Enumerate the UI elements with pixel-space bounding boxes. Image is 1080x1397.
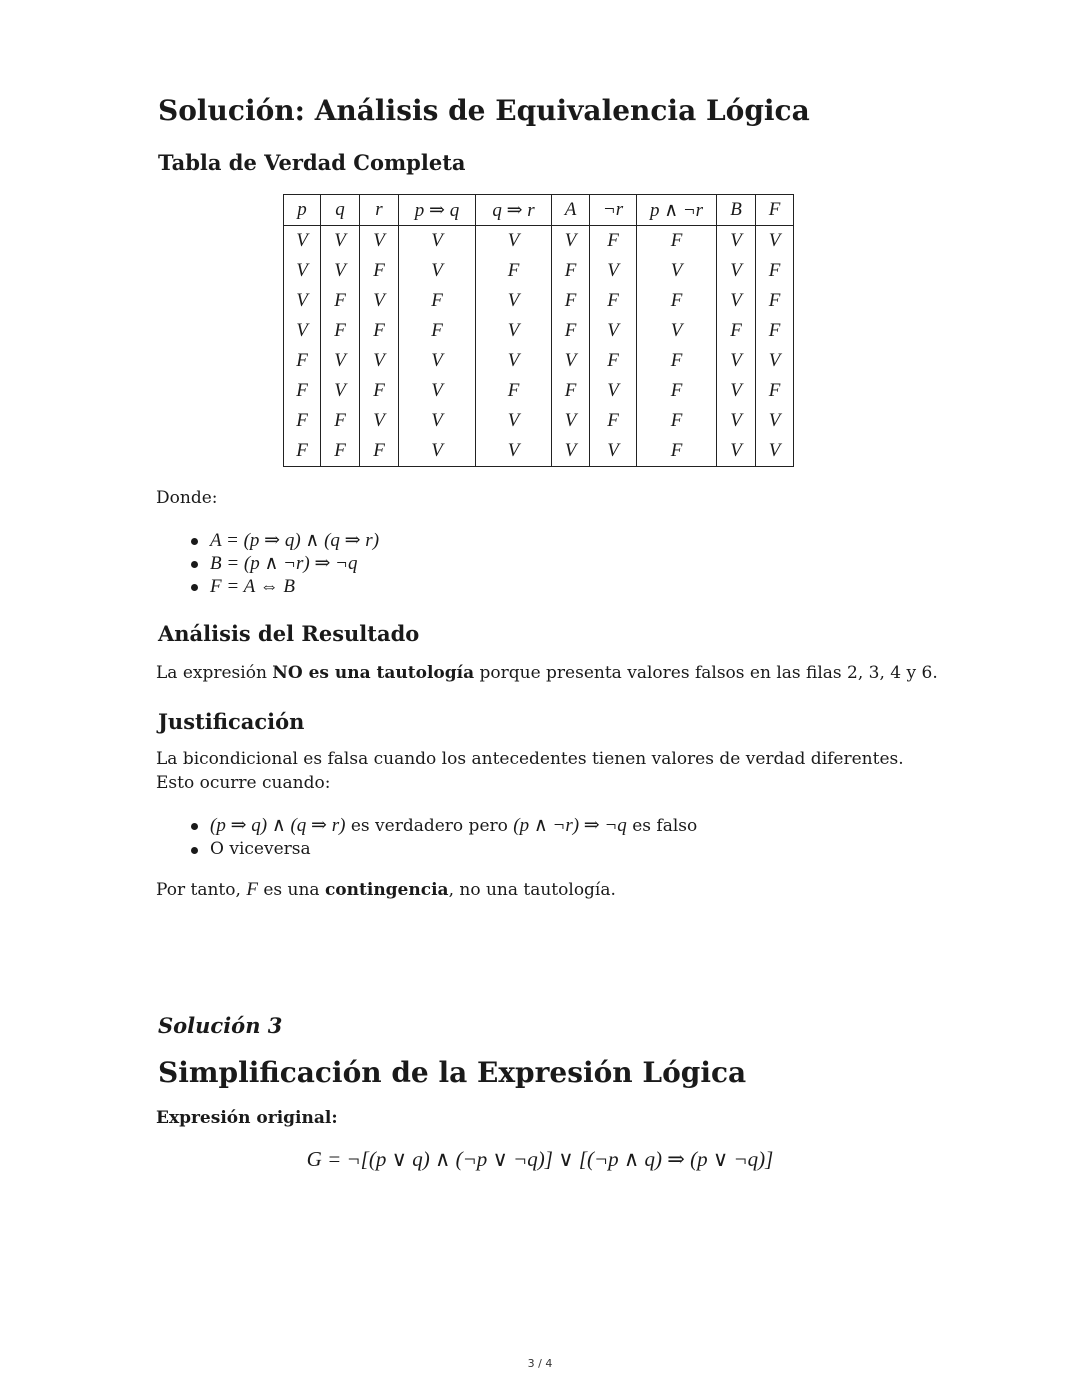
truth-table-cell: V — [717, 406, 756, 436]
condition-a-math: (p ⇒ q) ∧ (q ⇒ r) — [210, 815, 346, 836]
analysis-text — [156, 661, 956, 685]
definition-f: F = A ⇔ B — [186, 575, 379, 598]
conclusion-text — [156, 878, 956, 902]
truth-table-cell: V — [284, 286, 321, 316]
truth-table-cell: V — [590, 256, 637, 286]
truth-table-cell: F — [590, 286, 637, 316]
truth-table-header: ¬r — [590, 195, 637, 226]
truth-table-cell: V — [717, 376, 756, 406]
conclusion-start: Por tanto, — [156, 880, 247, 900]
truth-table-cell: V — [552, 226, 590, 257]
conclusion-math: F — [246, 879, 258, 900]
condition-b-math: (p ∧ ¬r) ⇒ ¬q — [513, 815, 627, 836]
original-expression: G = ¬[(p ∨ q) ∧ (¬p ∨ ¬q)] ∨ [(¬p ∧ q) ⇒ (p ∨ ¬q)] — [306, 1147, 774, 1171]
truth-table-cell: V — [717, 346, 756, 376]
truth-table-cell: F — [321, 316, 360, 346]
truth-table-header: r — [360, 195, 399, 226]
truth-table-cell: F — [637, 346, 717, 376]
truth-table-cell: V — [637, 256, 717, 286]
definition-b: B = (p ∧ ¬r) ⇒ ¬q — [186, 552, 379, 575]
truth-table-cell: V — [321, 376, 360, 406]
condition-text-a: es verdadero pero — [345, 816, 514, 836]
truth-table-cell: F — [552, 286, 590, 316]
truth-table-cell: F — [717, 316, 756, 346]
truth-table-row — [284, 256, 794, 286]
truth-table-row — [284, 406, 794, 436]
solution-3-heading: Simplificación de la Expresión Lógica — [158, 1056, 747, 1089]
truth-table-cell: V — [399, 256, 476, 286]
truth-table-cell: V — [399, 436, 476, 467]
truth-table-cell: F — [321, 436, 360, 467]
truth-table-cell: V — [552, 346, 590, 376]
truth-table-cell: F — [637, 376, 717, 406]
truth-table-cell: V — [360, 226, 399, 257]
truth-table-cell: V — [756, 226, 794, 257]
truth-table-cell: F — [399, 316, 476, 346]
truth-table-cell: V — [476, 286, 552, 316]
truth-table-cell: V — [590, 316, 637, 346]
truth-table-cell: F — [284, 376, 321, 406]
donde-label: Donde: — [156, 488, 218, 508]
original-expression-label: Expresión original: — [156, 1108, 338, 1128]
truth-table-cell: F — [476, 376, 552, 406]
truth-table-header: q — [321, 195, 360, 226]
conclusion-middle: es una — [257, 880, 325, 900]
truth-table-cell: V — [284, 316, 321, 346]
truth-table-cell: F — [321, 406, 360, 436]
analysis-heading: Análisis del Resultado — [158, 621, 420, 646]
justification-list — [186, 814, 886, 861]
truth-table-row — [284, 346, 794, 376]
truth-table-header: p ∧ ¬r — [637, 195, 717, 226]
truth-table-header: B — [717, 195, 756, 226]
justification-paragraph: La bicondicional es falsa cuando los antecedentes tienen valores de verdad diferentes. Esto ocurre cuando: — [156, 749, 904, 793]
truth-table-cell: V — [717, 286, 756, 316]
truth-table-header: F — [756, 195, 794, 226]
truth-table-container — [283, 194, 794, 467]
justification-heading: Justificación — [158, 709, 305, 734]
truth-table-row — [284, 226, 794, 257]
page-title: Solución: Análisis de Equivalencia Lógica — [158, 94, 810, 127]
truth-table-cell: F — [590, 226, 637, 257]
justification-bullet-2: O viceversa — [186, 838, 886, 861]
truth-table-row — [284, 376, 794, 406]
truth-table-cell: F — [284, 436, 321, 467]
truth-table-cell: F — [360, 316, 399, 346]
truth-table-cell: V — [756, 436, 794, 467]
truth-table-cell: V — [756, 406, 794, 436]
truth-table-row — [284, 436, 794, 467]
truth-table-cell: F — [476, 256, 552, 286]
truth-table-cell: V — [476, 346, 552, 376]
truth-table-cell: V — [476, 316, 552, 346]
page-number: 3 / 4 — [527, 1357, 553, 1370]
truth-table-cell: V — [590, 436, 637, 467]
analysis-text-bold: NO es una tautología — [272, 663, 475, 683]
truth-table-cell: V — [717, 256, 756, 286]
truth-table-cell: V — [284, 226, 321, 257]
truth-table-cell: V — [590, 376, 637, 406]
solution-3-label: Solución 3 — [158, 1013, 283, 1038]
truth-table — [283, 194, 794, 467]
truth-table-cell: V — [321, 226, 360, 257]
truth-table-cell: V — [399, 376, 476, 406]
truth-table-cell: V — [476, 226, 552, 257]
analysis-text-end: porque presenta valores falsos en las filas 2, 3, 4 y 6. — [474, 663, 938, 683]
truth-table-cell: V — [284, 256, 321, 286]
condition-text-b: es falso — [626, 816, 698, 836]
truth-table-cell: F — [756, 286, 794, 316]
truth-table-cell: V — [399, 226, 476, 257]
analysis-text-start: La expresión — [156, 663, 273, 683]
truth-table-cell: V — [476, 406, 552, 436]
truth-table-cell: F — [284, 406, 321, 436]
truth-table-cell: V — [360, 346, 399, 376]
definitions-list — [186, 529, 379, 598]
table-heading: Tabla de Verdad Completa — [158, 150, 466, 175]
truth-table-header: q ⇒ r — [476, 195, 552, 226]
conclusion-bold: contingencia — [324, 880, 449, 900]
truth-table-cell: F — [552, 376, 590, 406]
truth-table-cell: F — [321, 286, 360, 316]
truth-table-cell: V — [717, 226, 756, 257]
truth-table-cell: V — [321, 256, 360, 286]
truth-table-cell: F — [284, 346, 321, 376]
truth-table-cell: F — [756, 316, 794, 346]
truth-table-cell: V — [552, 436, 590, 467]
conclusion-end: , no una tautología. — [448, 880, 616, 900]
truth-table-cell: F — [637, 226, 717, 257]
truth-table-cell: F — [552, 316, 590, 346]
truth-table-cell: V — [717, 436, 756, 467]
definition-a: A = (p ⇒ q) ∧ (q ⇒ r) — [186, 529, 379, 552]
truth-table-cell: V — [399, 406, 476, 436]
truth-table-row — [284, 286, 794, 316]
truth-table-row — [284, 316, 794, 346]
truth-table-cell: F — [756, 256, 794, 286]
truth-table-cell: F — [552, 256, 590, 286]
truth-table-cell: F — [637, 406, 717, 436]
truth-table-cell: V — [552, 406, 590, 436]
truth-table-cell: V — [360, 286, 399, 316]
truth-table-header: p ⇒ q — [399, 195, 476, 226]
truth-table-cell: F — [756, 376, 794, 406]
truth-table-header: p — [284, 195, 321, 226]
justification-bullet-1 — [186, 814, 886, 838]
truth-table-header: A — [552, 195, 590, 226]
truth-table-cell: F — [360, 436, 399, 467]
truth-table-cell: F — [637, 286, 717, 316]
truth-table-cell: V — [637, 316, 717, 346]
truth-table-cell: V — [321, 346, 360, 376]
truth-table-cell: V — [399, 346, 476, 376]
truth-table-cell: F — [360, 376, 399, 406]
truth-table-cell: F — [590, 406, 637, 436]
truth-table-cell: F — [399, 286, 476, 316]
truth-table-cell: V — [476, 436, 552, 467]
truth-table-cell: F — [360, 256, 399, 286]
truth-table-cell: V — [360, 406, 399, 436]
truth-table-cell: F — [590, 346, 637, 376]
truth-table-cell: F — [637, 436, 717, 467]
truth-table-cell: V — [756, 346, 794, 376]
